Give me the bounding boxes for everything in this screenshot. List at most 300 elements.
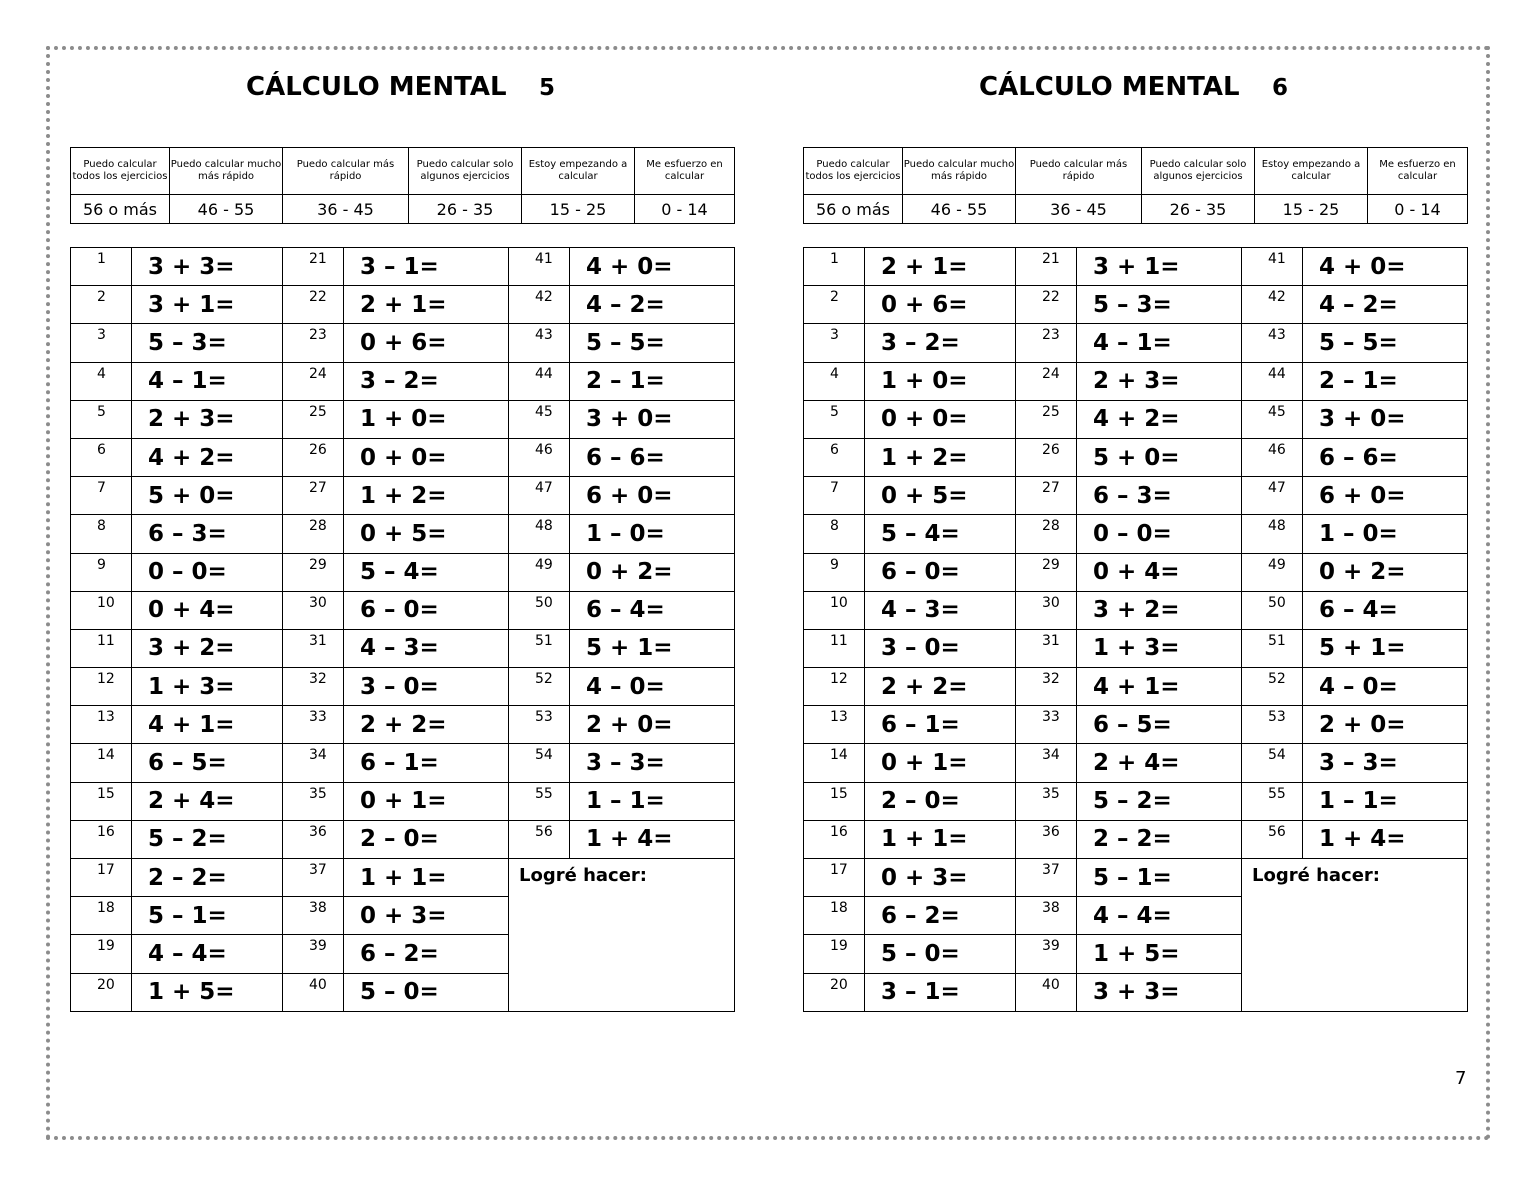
exercise-expression: 1 + 0= — [865, 362, 1016, 400]
exercise-row — [71, 248, 735, 286]
scale-range: 36 - 45 — [1016, 195, 1142, 224]
exercise-expression: 0 + 5= — [865, 477, 1016, 515]
exercise-number: 26 — [1016, 438, 1077, 476]
scale-description: Me esfuerzo en calcular — [1368, 148, 1468, 195]
exercise-expression: 2 + 1= — [865, 248, 1016, 286]
worksheet-5 — [70, 0, 734, 1080]
exercise-number: 36 — [283, 820, 344, 858]
exercise-number: 28 — [1016, 515, 1077, 553]
exercise-expression: 4 – 0= — [570, 668, 735, 706]
exercise-expression: 6 – 0= — [344, 591, 509, 629]
exercise-expression: 5 – 4= — [865, 515, 1016, 553]
exercise-expression: 6 – 6= — [1303, 438, 1468, 476]
exercise-number: 31 — [1016, 629, 1077, 667]
exercise-row — [71, 820, 735, 858]
exercise-row — [71, 553, 735, 591]
scale-description: Me esfuerzo en calcular — [635, 148, 735, 195]
exercise-number: 25 — [1016, 400, 1077, 438]
worksheet-number: 6 — [1272, 75, 1289, 101]
exercise-expression: 4 – 4= — [132, 935, 283, 973]
exercise-number: 10 — [71, 591, 132, 629]
exercise-expression: 4 – 2= — [1303, 286, 1468, 324]
exercise-number: 33 — [1016, 706, 1077, 744]
exercise-expression: 2 – 2= — [1077, 820, 1242, 858]
scale-range: 26 - 35 — [409, 195, 522, 224]
exercise-expression: 3 + 3= — [1077, 973, 1242, 1011]
exercise-number: 11 — [71, 629, 132, 667]
exercise-number: 4 — [804, 362, 865, 400]
scale-range: 56 o más — [804, 195, 903, 224]
exercise-row — [71, 591, 735, 629]
scale-description-row — [71, 148, 735, 195]
exercise-expression: 0 + 2= — [1303, 553, 1468, 591]
exercise-expression: 4 – 1= — [132, 362, 283, 400]
exercise-expression: 4 + 0= — [570, 248, 735, 286]
exercise-expression: 6 – 2= — [865, 897, 1016, 935]
exercise-row — [804, 629, 1468, 667]
exercise-expression: 5 – 3= — [132, 324, 283, 362]
exercise-expression: 1 – 1= — [570, 782, 735, 820]
exercise-expression: 1 – 0= — [1303, 515, 1468, 553]
exercise-expression: 4 – 4= — [1077, 897, 1242, 935]
exercise-expression: 0 + 1= — [344, 782, 509, 820]
exercise-number: 36 — [1016, 820, 1077, 858]
logre-hacer-box: Logré hacer: — [1242, 859, 1468, 1012]
exercise-row — [804, 668, 1468, 706]
exercise-expression: 6 – 3= — [132, 515, 283, 553]
exercise-number: 2 — [71, 286, 132, 324]
exercise-number: 18 — [804, 897, 865, 935]
exercise-expression: 0 + 6= — [344, 324, 509, 362]
exercise-expression: 2 + 4= — [1077, 744, 1242, 782]
exercise-row — [804, 553, 1468, 591]
exercise-expression: 2 – 2= — [132, 859, 283, 897]
scale-range: 36 - 45 — [283, 195, 409, 224]
scale-description: Puedo calcular todos los ejercicios — [71, 148, 170, 195]
exercise-number: 42 — [509, 286, 570, 324]
exercise-row — [804, 515, 1468, 553]
scale-description: Puedo calcular mucho más rápido — [170, 148, 283, 195]
exercise-expression: 3 – 2= — [865, 324, 1016, 362]
scale-range: 56 o más — [71, 195, 170, 224]
worksheet-title: CÁLCULO MENTAL — [246, 72, 507, 102]
exercise-number: 32 — [283, 668, 344, 706]
scale-range: 15 - 25 — [1255, 195, 1368, 224]
exercise-number: 43 — [1242, 324, 1303, 362]
scale-description: Estoy empezando a calcular — [1255, 148, 1368, 195]
exercise-grid — [803, 247, 1468, 1012]
exercise-number: 46 — [509, 438, 570, 476]
exercise-number: 48 — [1242, 515, 1303, 553]
exercise-expression: 0 – 0= — [132, 553, 283, 591]
exercise-expression: 6 – 2= — [344, 935, 509, 973]
exercise-number: 27 — [1016, 477, 1077, 515]
exercise-expression: 6 – 4= — [570, 591, 735, 629]
exercise-number: 56 — [509, 820, 570, 858]
exercise-number: 3 — [71, 324, 132, 362]
exercise-expression: 4 – 0= — [1303, 668, 1468, 706]
exercise-expression: 3 – 3= — [1303, 744, 1468, 782]
exercise-expression: 1 – 1= — [1303, 782, 1468, 820]
exercise-number: 13 — [71, 706, 132, 744]
exercise-expression: 2 – 0= — [344, 820, 509, 858]
exercise-number: 18 — [71, 897, 132, 935]
exercise-expression: 5 – 0= — [344, 973, 509, 1011]
exercise-expression: 4 – 3= — [865, 591, 1016, 629]
exercise-expression: 6 – 3= — [1077, 477, 1242, 515]
exercise-number: 9 — [804, 553, 865, 591]
exercise-expression: 3 – 2= — [344, 362, 509, 400]
exercise-expression: 1 + 2= — [865, 438, 1016, 476]
worksheet-title: CÁLCULO MENTAL — [979, 72, 1240, 102]
exercise-number: 37 — [1016, 859, 1077, 897]
exercise-expression: 4 – 1= — [1077, 324, 1242, 362]
exercise-number: 34 — [1016, 744, 1077, 782]
exercise-expression: 3 + 1= — [1077, 248, 1242, 286]
exercise-number: 7 — [804, 477, 865, 515]
exercise-number: 6 — [71, 438, 132, 476]
exercise-number: 30 — [283, 591, 344, 629]
exercise-number: 45 — [509, 400, 570, 438]
exercise-number: 3 — [804, 324, 865, 362]
exercise-row — [71, 744, 735, 782]
exercise-expression: 2 – 1= — [1303, 362, 1468, 400]
exercise-expression: 5 – 5= — [1303, 324, 1468, 362]
worksheet-6 — [803, 0, 1467, 1080]
exercise-expression: 2 + 0= — [570, 706, 735, 744]
exercise-number: 5 — [71, 400, 132, 438]
exercise-number: 22 — [283, 286, 344, 324]
exercise-number: 23 — [1016, 324, 1077, 362]
exercise-expression: 1 – 0= — [570, 515, 735, 553]
exercise-number: 41 — [509, 248, 570, 286]
exercise-number: 41 — [1242, 248, 1303, 286]
exercise-number: 53 — [1242, 706, 1303, 744]
exercise-number: 19 — [71, 935, 132, 973]
exercise-row — [804, 706, 1468, 744]
exercise-number: 40 — [1016, 973, 1077, 1011]
exercise-number: 47 — [509, 477, 570, 515]
exercise-row — [804, 820, 1468, 858]
exercise-expression: 2 + 2= — [344, 706, 509, 744]
exercise-number: 38 — [283, 897, 344, 935]
exercise-expression: 4 + 2= — [132, 438, 283, 476]
exercise-number: 7 — [71, 477, 132, 515]
exercise-number: 12 — [71, 668, 132, 706]
exercise-expression: 5 – 1= — [1077, 859, 1242, 897]
exercise-row — [71, 859, 735, 897]
exercise-expression: 3 + 0= — [570, 400, 735, 438]
scale-range: 0 - 14 — [1368, 195, 1468, 224]
exercise-number: 6 — [804, 438, 865, 476]
exercise-grid — [70, 247, 735, 1012]
scale-range-row — [804, 195, 1468, 224]
exercise-expression: 1 + 5= — [1077, 935, 1242, 973]
exercise-number: 55 — [1242, 782, 1303, 820]
exercise-row — [804, 324, 1468, 362]
exercise-number: 22 — [1016, 286, 1077, 324]
exercise-row — [71, 400, 735, 438]
exercise-number: 37 — [283, 859, 344, 897]
exercise-number: 23 — [283, 324, 344, 362]
exercise-number: 1 — [71, 248, 132, 286]
exercise-number: 39 — [283, 935, 344, 973]
exercise-row — [804, 400, 1468, 438]
exercise-number: 2 — [804, 286, 865, 324]
scale-description: Puedo calcular más rápido — [283, 148, 409, 195]
exercise-number: 44 — [509, 362, 570, 400]
exercise-number: 12 — [804, 668, 865, 706]
exercise-number: 35 — [1016, 782, 1077, 820]
exercise-number: 19 — [804, 935, 865, 973]
exercise-expression: 3 + 2= — [132, 629, 283, 667]
exercise-expression: 3 – 1= — [865, 973, 1016, 1011]
exercise-number: 13 — [804, 706, 865, 744]
exercise-number: 52 — [1242, 668, 1303, 706]
exercise-expression: 5 + 1= — [570, 629, 735, 667]
exercise-number: 51 — [1242, 629, 1303, 667]
exercise-expression: 5 – 4= — [344, 553, 509, 591]
exercise-expression: 2 + 3= — [1077, 362, 1242, 400]
exercise-expression: 0 + 4= — [132, 591, 283, 629]
exercise-expression: 5 – 1= — [132, 897, 283, 935]
exercise-number: 24 — [1016, 362, 1077, 400]
exercise-number: 42 — [1242, 286, 1303, 324]
exercise-expression: 0 + 5= — [344, 515, 509, 553]
exercise-number: 49 — [509, 553, 570, 591]
scale-description: Puedo calcular solo algunos ejercicios — [409, 148, 522, 195]
exercise-number: 40 — [283, 973, 344, 1011]
exercise-number: 5 — [804, 400, 865, 438]
exercise-expression: 0 + 3= — [344, 897, 509, 935]
exercise-row — [804, 591, 1468, 629]
exercise-row — [804, 362, 1468, 400]
worksheet-number: 5 — [539, 75, 556, 101]
exercise-expression: 3 + 0= — [1303, 400, 1468, 438]
exercise-expression: 2 – 0= — [865, 782, 1016, 820]
exercise-number: 17 — [804, 859, 865, 897]
exercise-expression: 6 – 1= — [344, 744, 509, 782]
exercise-number: 50 — [509, 591, 570, 629]
exercise-expression: 6 – 0= — [865, 553, 1016, 591]
exercise-number: 32 — [1016, 668, 1077, 706]
exercise-number: 54 — [1242, 744, 1303, 782]
exercise-expression: 0 + 1= — [865, 744, 1016, 782]
exercise-expression: 6 + 0= — [570, 477, 735, 515]
scale-description: Puedo calcular más rápido — [1016, 148, 1142, 195]
exercise-number: 56 — [1242, 820, 1303, 858]
exercise-number: 4 — [71, 362, 132, 400]
exercise-number: 51 — [509, 629, 570, 667]
exercise-expression: 3 – 1= — [344, 248, 509, 286]
exercise-expression: 6 – 5= — [1077, 706, 1242, 744]
scale-description: Puedo calcular mucho más rápido — [903, 148, 1016, 195]
exercise-expression: 2 + 3= — [132, 400, 283, 438]
exercise-number: 34 — [283, 744, 344, 782]
exercise-row — [71, 706, 735, 744]
exercise-expression: 4 + 1= — [1077, 668, 1242, 706]
scale-description-row — [804, 148, 1468, 195]
exercise-number: 14 — [804, 744, 865, 782]
exercise-row — [71, 629, 735, 667]
exercise-expression: 0 + 3= — [865, 859, 1016, 897]
exercise-expression: 0 + 4= — [1077, 553, 1242, 591]
exercise-number: 26 — [283, 438, 344, 476]
exercise-expression: 2 + 2= — [865, 668, 1016, 706]
scale-description: Puedo calcular solo algunos ejercicios — [1142, 148, 1255, 195]
page-number: 7 — [1455, 1068, 1467, 1089]
exercise-expression: 5 + 1= — [1303, 629, 1468, 667]
exercise-expression: 4 + 1= — [132, 706, 283, 744]
exercise-expression: 0 + 2= — [570, 553, 735, 591]
exercise-row — [71, 668, 735, 706]
score-scale-table — [803, 147, 1468, 224]
exercise-expression: 1 + 5= — [132, 973, 283, 1011]
exercise-expression: 2 – 1= — [570, 362, 735, 400]
exercise-number: 39 — [1016, 935, 1077, 973]
exercise-expression: 5 – 3= — [1077, 286, 1242, 324]
exercise-number: 20 — [804, 973, 865, 1011]
exercise-number: 28 — [283, 515, 344, 553]
exercise-number: 46 — [1242, 438, 1303, 476]
exercise-expression: 6 + 0= — [1303, 477, 1468, 515]
exercise-expression: 2 + 0= — [1303, 706, 1468, 744]
exercise-number: 20 — [71, 973, 132, 1011]
exercise-number: 52 — [509, 668, 570, 706]
scale-description: Puedo calcular todos los ejercicios — [804, 148, 903, 195]
exercise-number: 17 — [71, 859, 132, 897]
exercise-expression: 3 + 1= — [132, 286, 283, 324]
exercise-expression: 1 + 1= — [865, 820, 1016, 858]
exercise-number: 15 — [804, 782, 865, 820]
exercise-expression: 6 – 1= — [865, 706, 1016, 744]
exercise-number: 10 — [804, 591, 865, 629]
exercise-number: 1 — [804, 248, 865, 286]
scale-range: 0 - 14 — [635, 195, 735, 224]
exercise-expression: 5 + 0= — [1077, 438, 1242, 476]
exercise-expression: 5 – 0= — [865, 935, 1016, 973]
exercise-expression: 3 – 0= — [865, 629, 1016, 667]
exercise-number: 30 — [1016, 591, 1077, 629]
exercise-row — [71, 324, 735, 362]
exercise-expression: 1 + 3= — [132, 668, 283, 706]
exercise-number: 55 — [509, 782, 570, 820]
worksheet-header — [70, 72, 734, 112]
exercise-expression: 1 + 4= — [1303, 820, 1468, 858]
exercise-number: 54 — [509, 744, 570, 782]
exercise-number: 24 — [283, 362, 344, 400]
exercise-number: 48 — [509, 515, 570, 553]
exercise-row — [804, 782, 1468, 820]
exercise-number: 16 — [804, 820, 865, 858]
exercise-number: 44 — [1242, 362, 1303, 400]
exercise-number: 8 — [71, 515, 132, 553]
exercise-expression: 1 + 0= — [344, 400, 509, 438]
exercise-expression: 1 + 2= — [344, 477, 509, 515]
exercise-expression: 3 – 3= — [570, 744, 735, 782]
exercise-expression: 3 + 3= — [132, 248, 283, 286]
exercise-number: 43 — [509, 324, 570, 362]
exercise-row — [71, 286, 735, 324]
exercise-expression: 3 – 0= — [344, 668, 509, 706]
exercise-expression: 6 – 4= — [1303, 591, 1468, 629]
exercise-number: 31 — [283, 629, 344, 667]
exercise-number: 29 — [283, 553, 344, 591]
exercise-number: 45 — [1242, 400, 1303, 438]
exercise-number: 33 — [283, 706, 344, 744]
exercise-number: 49 — [1242, 553, 1303, 591]
logre-hacer-box: Logré hacer: — [509, 859, 735, 1012]
exercise-expression: 2 + 4= — [132, 782, 283, 820]
exercise-row — [804, 477, 1468, 515]
exercise-number: 35 — [283, 782, 344, 820]
exercise-number: 16 — [71, 820, 132, 858]
exercise-row — [71, 477, 735, 515]
exercise-expression: 2 + 1= — [344, 286, 509, 324]
exercise-row — [71, 515, 735, 553]
score-scale-table — [70, 147, 735, 224]
exercise-number: 14 — [71, 744, 132, 782]
exercise-expression: 0 + 0= — [344, 438, 509, 476]
scale-range: 46 - 55 — [170, 195, 283, 224]
exercise-number: 8 — [804, 515, 865, 553]
exercise-expression: 4 + 2= — [1077, 400, 1242, 438]
scale-range-row — [71, 195, 735, 224]
scale-range: 15 - 25 — [522, 195, 635, 224]
exercise-expression: 1 + 1= — [344, 859, 509, 897]
exercise-number: 27 — [283, 477, 344, 515]
exercise-expression: 5 – 2= — [132, 820, 283, 858]
exercise-number: 11 — [804, 629, 865, 667]
exercise-number: 21 — [1016, 248, 1077, 286]
exercise-row — [804, 286, 1468, 324]
exercise-expression: 5 – 5= — [570, 324, 735, 362]
scale-range: 46 - 55 — [903, 195, 1016, 224]
exercise-row — [71, 362, 735, 400]
exercise-number: 25 — [283, 400, 344, 438]
exercise-expression: 1 + 3= — [1077, 629, 1242, 667]
exercise-number: 50 — [1242, 591, 1303, 629]
exercise-expression: 6 – 6= — [570, 438, 735, 476]
exercise-number: 53 — [509, 706, 570, 744]
exercise-expression: 5 – 2= — [1077, 782, 1242, 820]
exercise-number: 21 — [283, 248, 344, 286]
exercise-expression: 6 – 5= — [132, 744, 283, 782]
exercise-expression: 4 + 0= — [1303, 248, 1468, 286]
exercise-expression: 0 + 6= — [865, 286, 1016, 324]
exercise-number: 38 — [1016, 897, 1077, 935]
exercise-row — [804, 248, 1468, 286]
exercise-row — [71, 782, 735, 820]
exercise-number: 47 — [1242, 477, 1303, 515]
exercise-expression: 4 – 2= — [570, 286, 735, 324]
exercise-expression: 4 – 3= — [344, 629, 509, 667]
worksheet-header — [803, 72, 1467, 112]
exercise-expression: 0 – 0= — [1077, 515, 1242, 553]
exercise-expression: 5 + 0= — [132, 477, 283, 515]
exercise-row — [804, 438, 1468, 476]
exercise-row — [804, 859, 1468, 897]
exercise-expression: 1 + 4= — [570, 820, 735, 858]
exercise-number: 15 — [71, 782, 132, 820]
scale-description: Estoy empezando a calcular — [522, 148, 635, 195]
exercise-number: 9 — [71, 553, 132, 591]
exercise-row — [71, 438, 735, 476]
exercise-expression: 0 + 0= — [865, 400, 1016, 438]
exercise-row — [804, 744, 1468, 782]
exercise-expression: 3 + 2= — [1077, 591, 1242, 629]
scale-range: 26 - 35 — [1142, 195, 1255, 224]
